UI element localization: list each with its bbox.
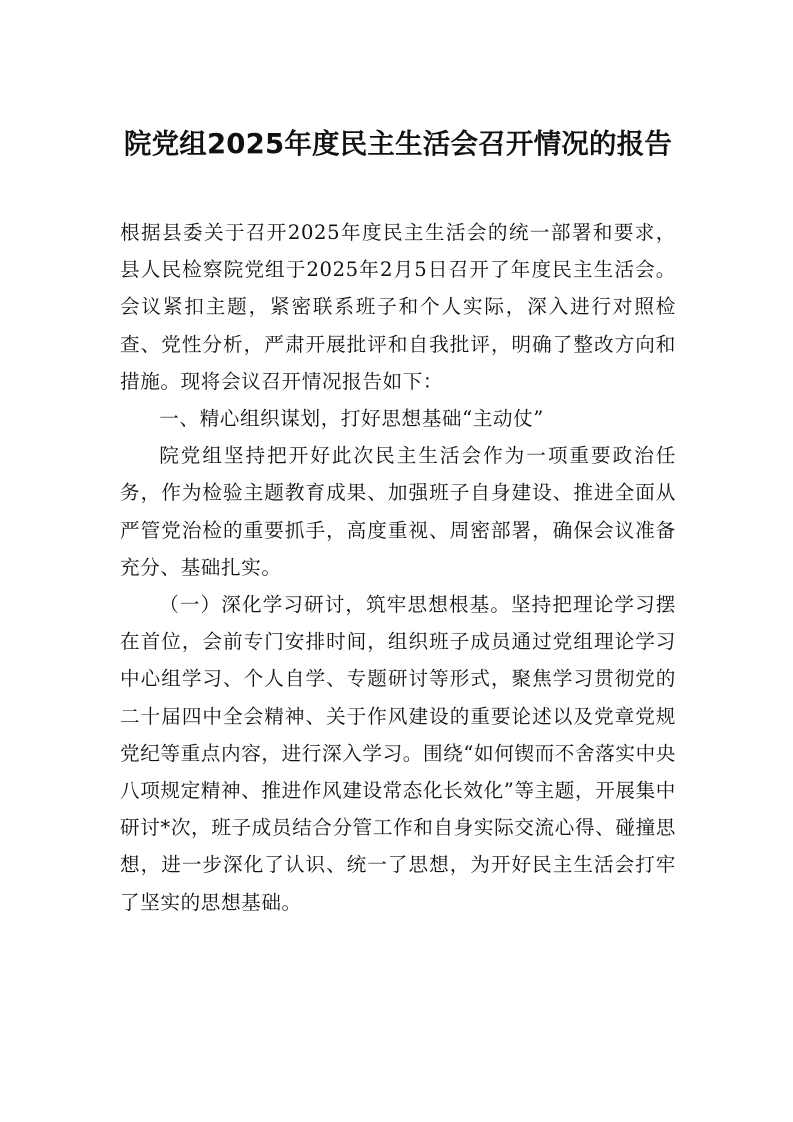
document-title: 院党组2025年度民主生活会召开情况的报告 <box>123 128 673 160</box>
document-body <box>120 214 676 921</box>
section-1-paragraph: 院党组坚持把开好此次民主生活会作为一项重要政治任务，作为检验主题教育成果、加强班子自身建设、推进全面从严管党治检的重要抓手，高度重视、周密部署，确保会议准备充分、基础扎实。 <box>120 444 676 579</box>
section-heading-1: 一、精心组织谋划，打好思想基础“主动仗” <box>159 407 544 431</box>
intro-paragraph: 根据县委关于召开2025年度民主生活会的统一部署和要求，县人民检察院党组于2025年2月5日召开了年度民主生活会。会议紧扣主题，紧密联系班子和个人实际，深入进行对照检查、党性分析，严肃开展批评和自我批评，明确了整改方向和措施。现将会议召开情况报告如下： <box>120 221 676 393</box>
subsection-1-paragraph: （一）深化学习研讨，筑牢思想根基。坚持把理论学习摆在首位，会前专门安排时间，组织班子成员通过党组理论学习中心组学习、个人自学、专题研讨等形式，聚焦学习贯彻党的二十届四中全会精神、关于作风建设的重要论述以及党章党规党纪等重点内容，进行深入学习。围绕“如何锲而不舍落实中央八项规定精神、推进作风建设常态化长效化”等主题，开展集中研讨*次，班子成员结合分管工作和自身实际交流心得、碰撞思想，进一步深化了认识、统一了思想，为开好民主生活会打牢了坚实的思想基础。 <box>120 593 676 914</box>
